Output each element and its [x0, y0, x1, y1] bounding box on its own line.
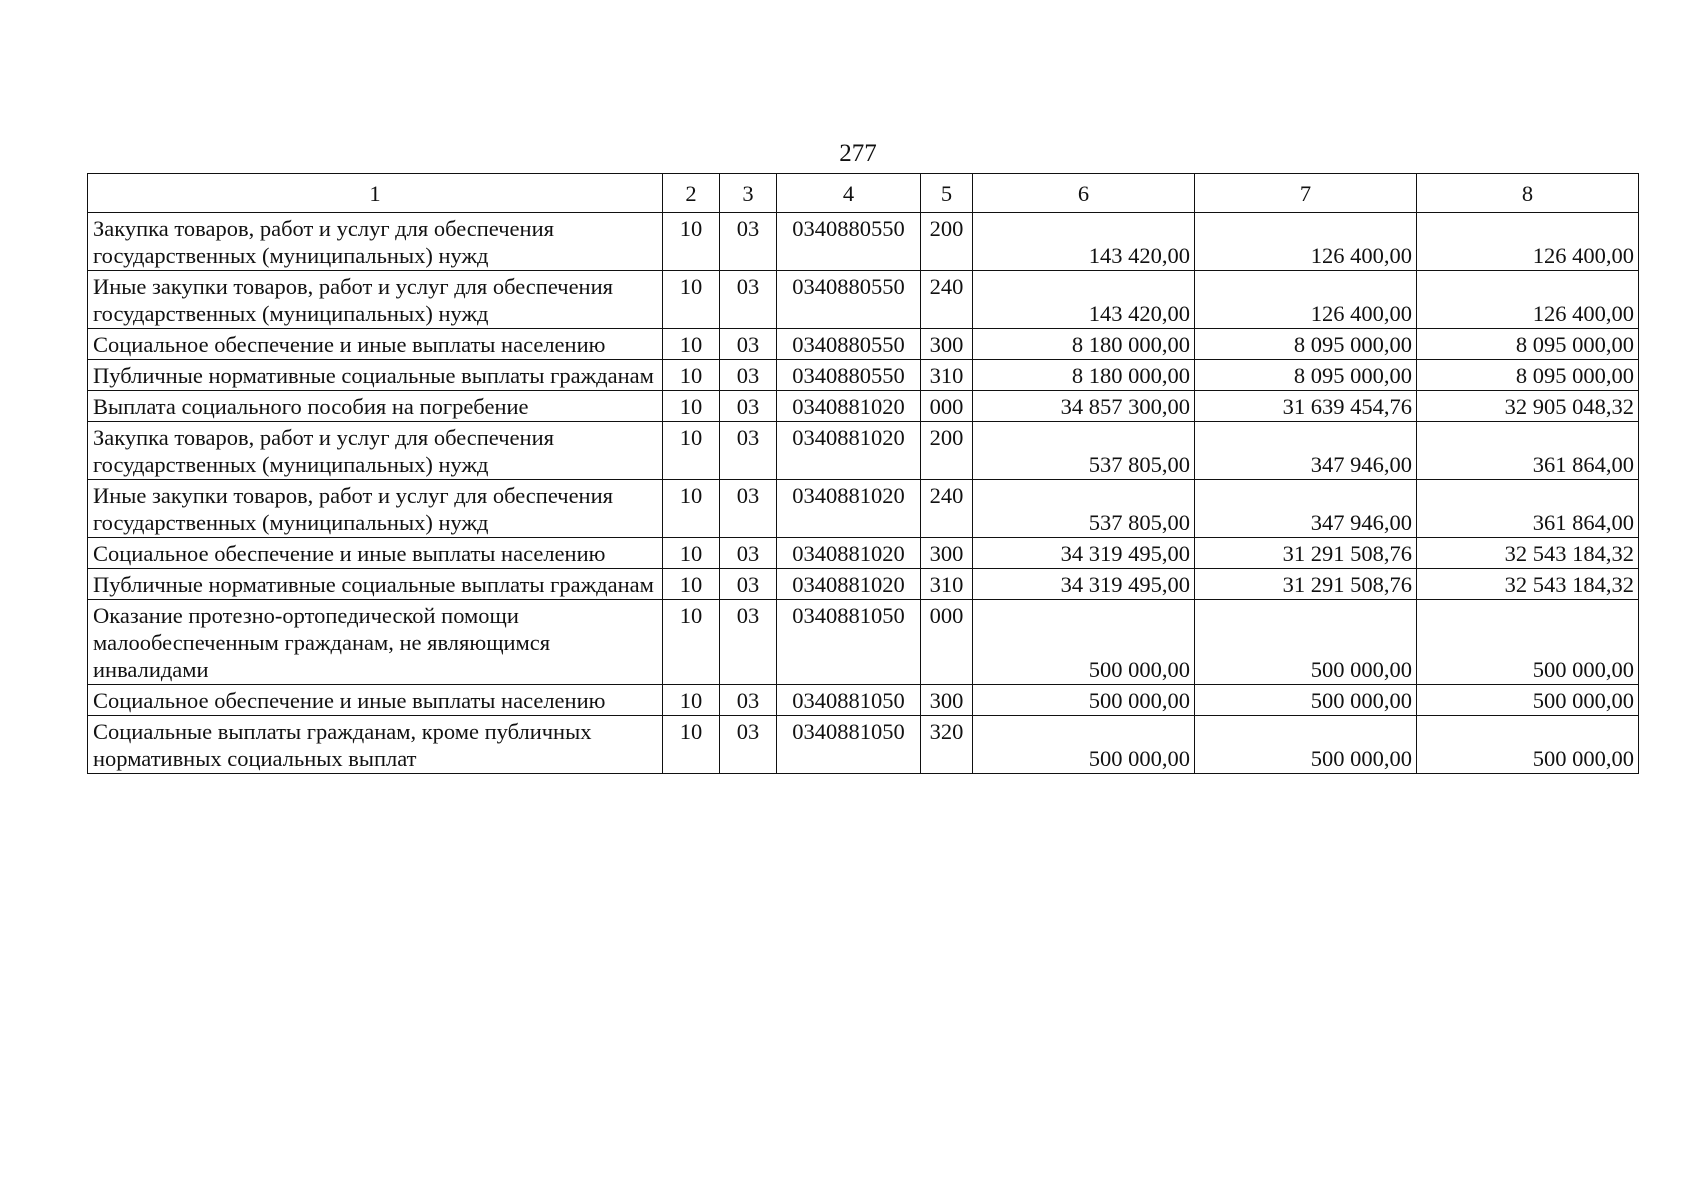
amount-cell-6: 500 000,00: [973, 685, 1195, 716]
table-row: [88, 716, 1639, 774]
section-code-cell: 10: [663, 538, 720, 569]
section-code-cell: 10: [663, 213, 720, 271]
item-name-cell: Иные закупки товаров, работ и услуг для обеспечения государственных (муниципальных) нужд: [88, 271, 663, 329]
amount-cell-7: 8 095 000,00: [1195, 329, 1417, 360]
item-name-cell: Социальные выплаты гражданам, кроме публичных нормативных социальных выплат: [88, 716, 663, 774]
item-name-cell: Иные закупки товаров, работ и услуг для обеспечения государственных (муниципальных) нужд: [88, 480, 663, 538]
amount-cell-8: 361 864,00: [1417, 422, 1639, 480]
table-row: [88, 600, 1639, 685]
subsection-code-cell: 03: [720, 569, 777, 600]
table-row: [88, 271, 1639, 329]
item-name-cell: Социальное обеспечение и иные выплаты населению: [88, 685, 663, 716]
section-code-cell: 10: [663, 716, 720, 774]
target-article-cell: 0340880550: [777, 213, 921, 271]
item-name-cell: Социальное обеспечение и иные выплаты населению: [88, 329, 663, 360]
expense-type-cell: 320: [921, 716, 973, 774]
amount-cell-8: 500 000,00: [1417, 716, 1639, 774]
amount-cell-7: 500 000,00: [1195, 600, 1417, 685]
expense-type-cell: 240: [921, 271, 973, 329]
amount-cell-8: 126 400,00: [1417, 271, 1639, 329]
target-article-cell: 0340881020: [777, 538, 921, 569]
subsection-code-cell: 03: [720, 422, 777, 480]
section-code-cell: 10: [663, 360, 720, 391]
amount-cell-7: 31 291 508,76: [1195, 569, 1417, 600]
subsection-code-cell: 03: [720, 329, 777, 360]
section-code-cell: 10: [663, 569, 720, 600]
amount-cell-7: 500 000,00: [1195, 685, 1417, 716]
subsection-code-cell: 03: [720, 480, 777, 538]
section-code-cell: 10: [663, 391, 720, 422]
amount-cell-7: 126 400,00: [1195, 213, 1417, 271]
subsection-code-cell: 03: [720, 716, 777, 774]
table-row: [88, 480, 1639, 538]
subsection-code-cell: 03: [720, 213, 777, 271]
item-name-cell: Закупка товаров, работ и услуг для обеспечения государственных (муниципальных) нужд: [88, 213, 663, 271]
item-name-cell: Социальное обеспечение и иные выплаты населению: [88, 538, 663, 569]
target-article-cell: 0340881020: [777, 422, 921, 480]
amount-cell-6: 143 420,00: [973, 271, 1195, 329]
amount-cell-6: 8 180 000,00: [973, 329, 1195, 360]
item-name-cell: Закупка товаров, работ и услуг для обеспечения государственных (муниципальных) нужд: [88, 422, 663, 480]
target-article-cell: 0340881020: [777, 569, 921, 600]
target-article-cell: 0340880550: [777, 271, 921, 329]
amount-cell-6: 34 319 495,00: [973, 538, 1195, 569]
expense-type-cell: 310: [921, 360, 973, 391]
target-article-cell: 0340881020: [777, 480, 921, 538]
item-name-cell: Выплата социального пособия на погребение: [88, 391, 663, 422]
column-header: 2: [663, 174, 720, 213]
table-row: [88, 538, 1639, 569]
amount-cell-8: 126 400,00: [1417, 213, 1639, 271]
subsection-code-cell: 03: [720, 271, 777, 329]
expense-type-cell: 000: [921, 600, 973, 685]
target-article-cell: 0340881050: [777, 600, 921, 685]
amount-cell-6: 143 420,00: [973, 213, 1195, 271]
table-row: [88, 360, 1639, 391]
expense-type-cell: 300: [921, 329, 973, 360]
item-name-cell: Публичные нормативные социальные выплаты гражданам: [88, 360, 663, 391]
section-code-cell: 10: [663, 271, 720, 329]
expense-type-cell: 200: [921, 213, 973, 271]
amount-cell-6: 34 857 300,00: [973, 391, 1195, 422]
target-article-cell: 0340881050: [777, 685, 921, 716]
amount-cell-6: 34 319 495,00: [973, 569, 1195, 600]
expense-type-cell: 300: [921, 538, 973, 569]
amount-cell-8: 361 864,00: [1417, 480, 1639, 538]
column-header: 1: [88, 174, 663, 213]
subsection-code-cell: 03: [720, 538, 777, 569]
amount-cell-8: 32 905 048,32: [1417, 391, 1639, 422]
section-code-cell: 10: [663, 685, 720, 716]
table-row: [88, 213, 1639, 271]
amount-cell-7: 8 095 000,00: [1195, 360, 1417, 391]
amount-cell-8: 8 095 000,00: [1417, 360, 1639, 391]
target-article-cell: 0340881020: [777, 391, 921, 422]
amount-cell-6: 537 805,00: [973, 422, 1195, 480]
amount-cell-7: 31 639 454,76: [1195, 391, 1417, 422]
column-header: 7: [1195, 174, 1417, 213]
amount-cell-8: 32 543 184,32: [1417, 569, 1639, 600]
subsection-code-cell: 03: [720, 685, 777, 716]
target-article-cell: 0340881050: [777, 716, 921, 774]
column-header: 4: [777, 174, 921, 213]
section-code-cell: 10: [663, 422, 720, 480]
expense-type-cell: 240: [921, 480, 973, 538]
table-row: [88, 685, 1639, 716]
amount-cell-7: 126 400,00: [1195, 271, 1417, 329]
expense-type-cell: 310: [921, 569, 973, 600]
amount-cell-8: 500 000,00: [1417, 685, 1639, 716]
amount-cell-8: 32 543 184,32: [1417, 538, 1639, 569]
amount-cell-6: 537 805,00: [973, 480, 1195, 538]
section-code-cell: 10: [663, 329, 720, 360]
amount-cell-8: 500 000,00: [1417, 600, 1639, 685]
target-article-cell: 0340880550: [777, 329, 921, 360]
section-code-cell: 10: [663, 480, 720, 538]
column-header: 8: [1417, 174, 1639, 213]
subsection-code-cell: 03: [720, 600, 777, 685]
expense-type-cell: 000: [921, 391, 973, 422]
table-header: [88, 174, 1639, 213]
item-name-cell: Оказание протезно-ортопедической помощи малообеспеченным гражданам, не являющимся инвалидами: [88, 600, 663, 685]
expense-type-cell: 300: [921, 685, 973, 716]
amount-cell-8: 8 095 000,00: [1417, 329, 1639, 360]
table-row: [88, 329, 1639, 360]
table-row: [88, 569, 1639, 600]
amount-cell-7: 347 946,00: [1195, 422, 1417, 480]
header-row: [88, 174, 1639, 213]
amount-cell-6: 500 000,00: [973, 716, 1195, 774]
column-header: 6: [973, 174, 1195, 213]
subsection-code-cell: 03: [720, 360, 777, 391]
amount-cell-7: 347 946,00: [1195, 480, 1417, 538]
section-code-cell: 10: [663, 600, 720, 685]
column-header: 3: [720, 174, 777, 213]
column-header: 5: [921, 174, 973, 213]
subsection-code-cell: 03: [720, 391, 777, 422]
table-row: [88, 422, 1639, 480]
amount-cell-6: 8 180 000,00: [973, 360, 1195, 391]
expense-type-cell: 200: [921, 422, 973, 480]
table-body: [88, 213, 1639, 774]
table-row: [88, 391, 1639, 422]
item-name-cell: Публичные нормативные социальные выплаты гражданам: [88, 569, 663, 600]
amount-cell-7: 31 291 508,76: [1195, 538, 1417, 569]
target-article-cell: 0340880550: [777, 360, 921, 391]
budget-table: [87, 173, 1639, 774]
page-number: 277: [839, 140, 877, 167]
amount-cell-7: 500 000,00: [1195, 716, 1417, 774]
amount-cell-6: 500 000,00: [973, 600, 1195, 685]
